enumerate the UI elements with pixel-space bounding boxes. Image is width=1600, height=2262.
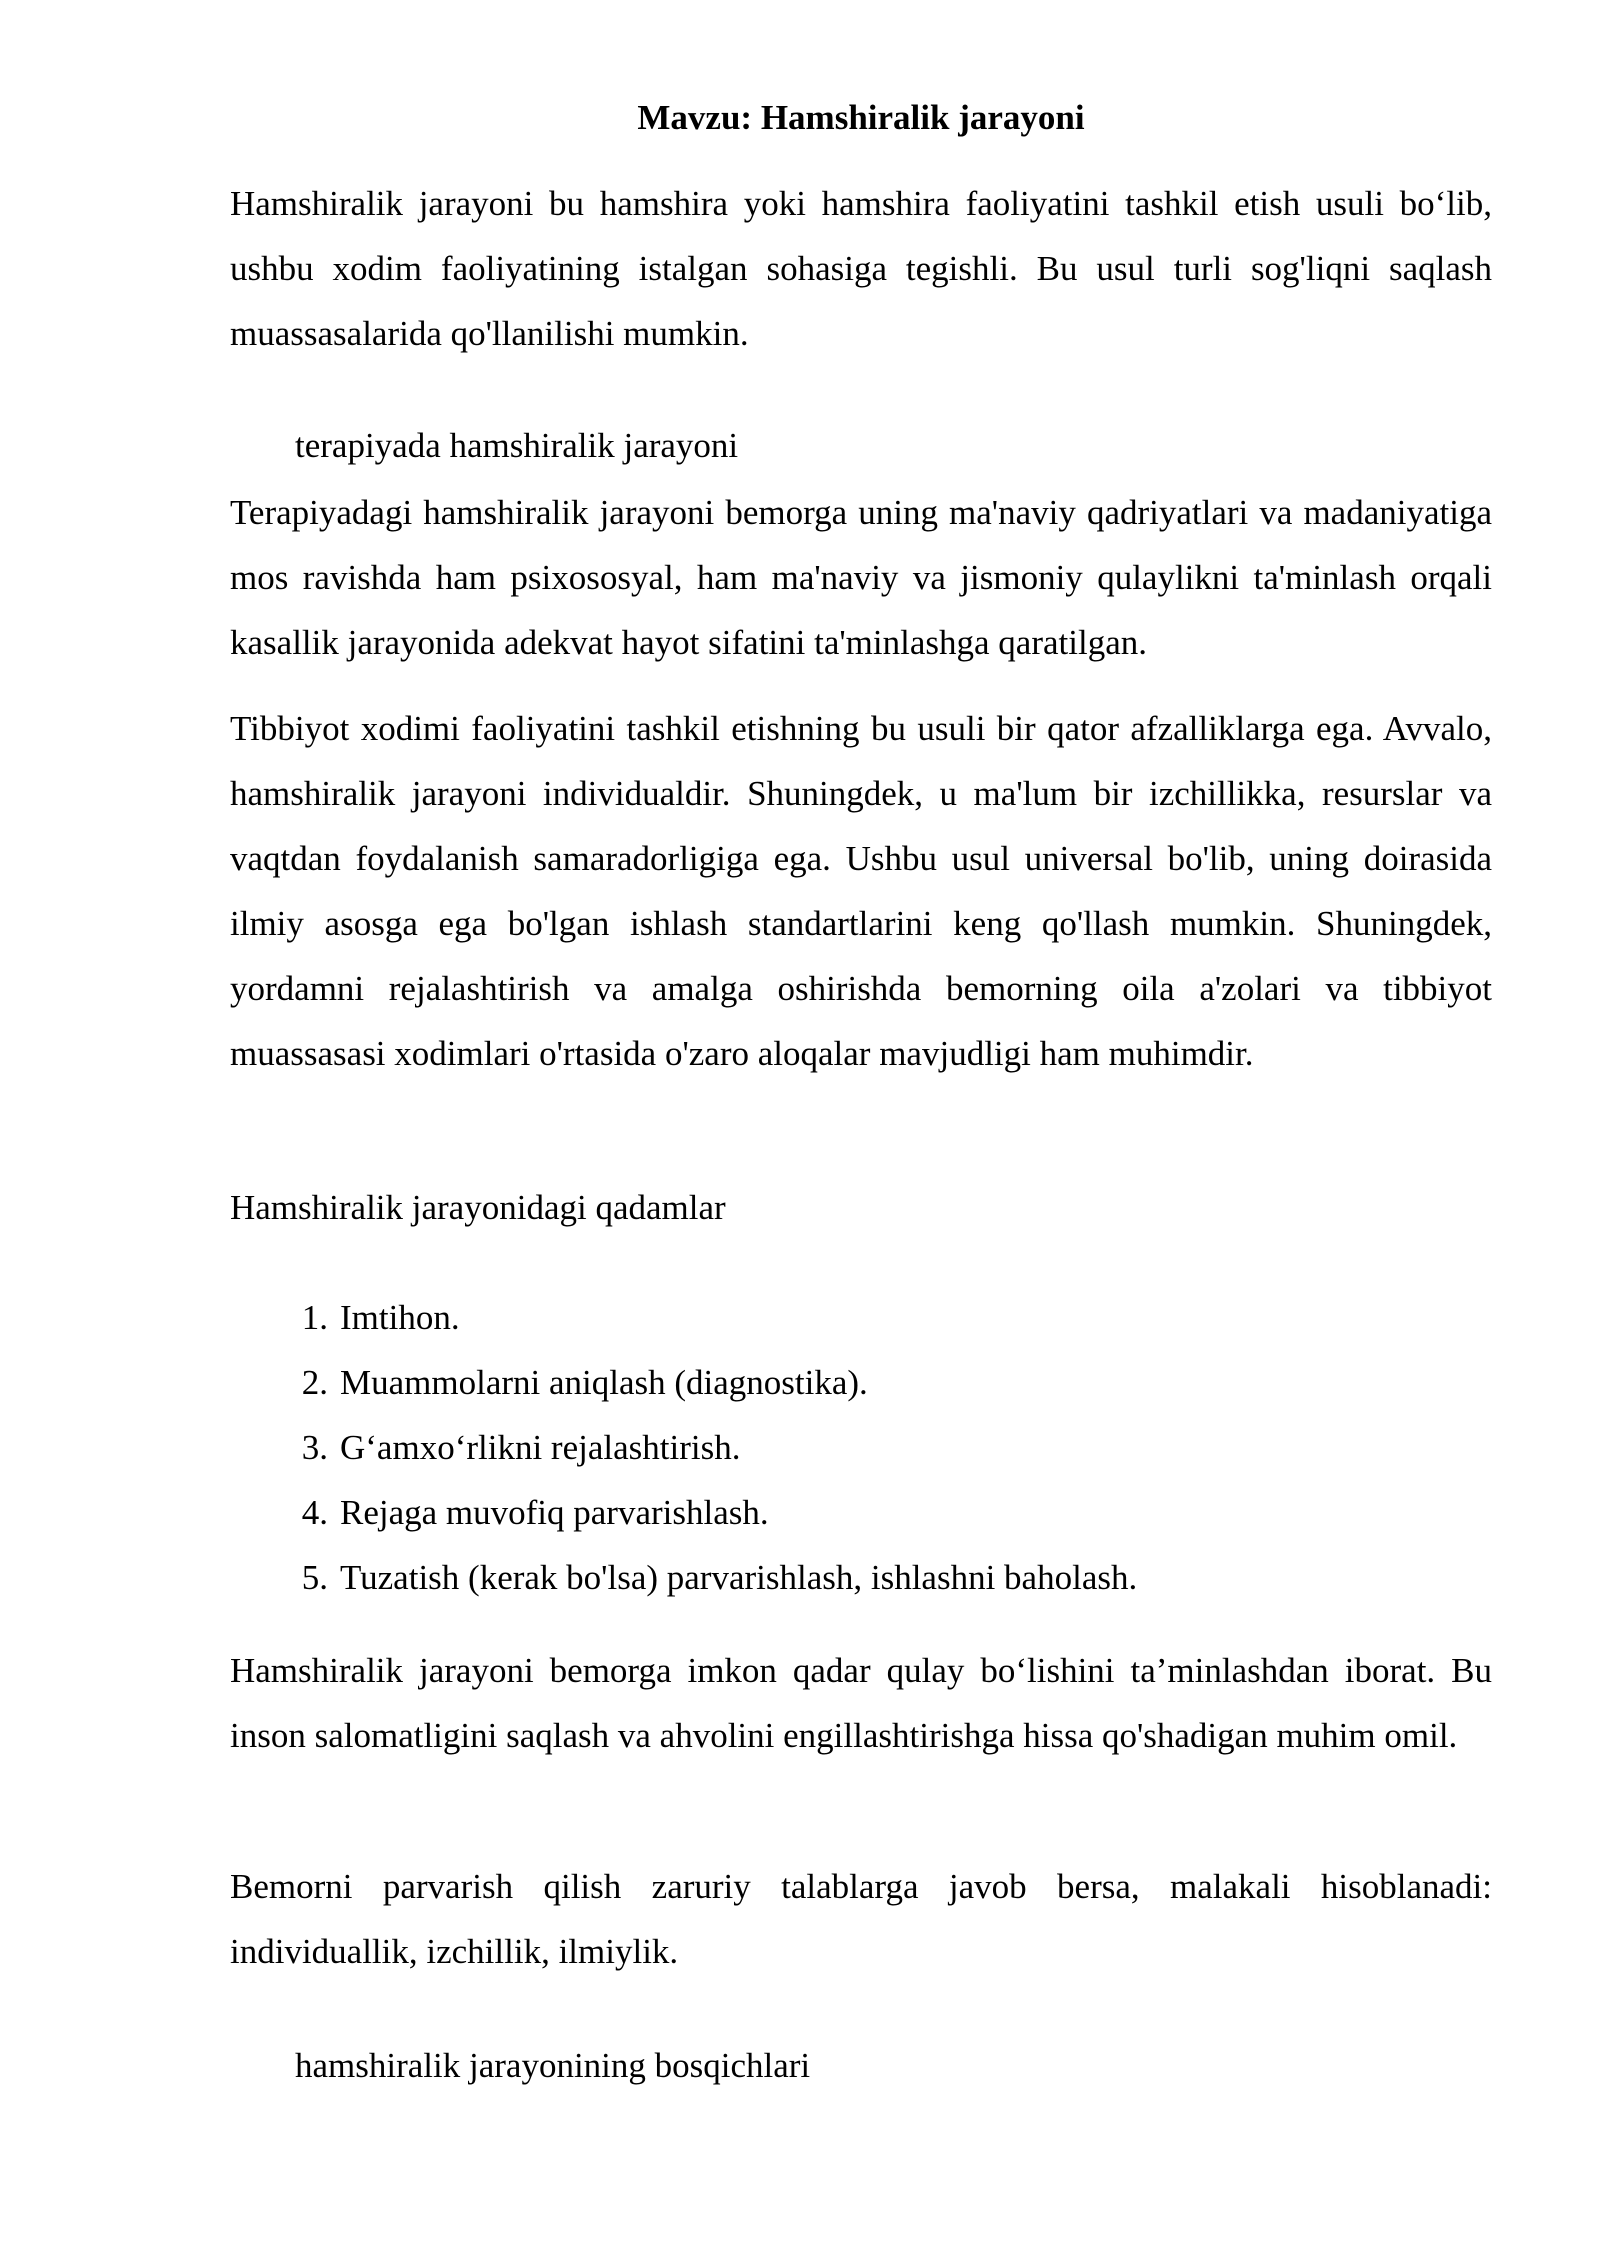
step-text: Tuzatish (kerak bo'lsa) parvarishlash, ishlashni baholash. [340, 1558, 1138, 1597]
comfort-paragraph: Hamshiralik jarayoni bemorga imkon qadar qulay bo‘lishini ta’minlashdan iborat. Bu inson salomatligini saqlash va ahvolini engillashtirishga hissa qo'shadigan muhim omil. [230, 1651, 1492, 1755]
quality-paragraph: Bemorni parvarish qilish zaruriy talablarga javob bersa, malakali hisoblanadi: individuallik, izchillik, ilmiylik. [230, 1867, 1492, 1971]
step-number: 4. [301, 1493, 328, 1532]
steps-heading: Hamshiralik jarayonidagi qadamlar [230, 1188, 726, 1227]
step-text: Rejaga muvofiq parvarishlash. [340, 1493, 769, 1532]
steps-list [230, 1285, 1137, 1610]
step-text: Imtihon. [340, 1298, 460, 1337]
step-number: 3. [301, 1428, 328, 1467]
intro-paragraph: Hamshiralik jarayoni bu hamshira yoki hamshira faoliyatini tashkil etish usuli bo‘lib, ushbu xodim faoliyatining istalgan sohasiga tegishli. Bu usul turli sog'liqni saqlash muassasalarida qo'llanilishi mumkin. [230, 184, 1492, 353]
advantages-paragraph: Tibbiyot xodimi faoliyatini tashkil etishning bu usuli bir qator afzalliklarga ega. Avvalo, hamshiralik jarayoni individualdir. Shuningdek, u ma'lum bir izchillikka, resurslar va vaqtdan foydalanish samaradorligiga ega. Ushbu usul universal bo'lib, uning doirasida ilmiy asosga ega bo'lgan ishlash standartlarini keng qo'llash mumkin. Shuningdek, yordamni rejalashtirish va amalga oshirishda bemorning oila a'zolari va tibbiyot muassasasi xodimlari o'rtasida o'zaro aloqalar mavjudligi ham muhimdir. [230, 709, 1492, 1073]
step-text: Muammolarni aniqlash (diagnostika). [340, 1363, 868, 1402]
list-item [230, 1480, 1137, 1545]
list-item [230, 1415, 1137, 1480]
document-title: Mavzu: Hamshiralik jarayoni [637, 98, 1085, 137]
list-item [230, 1350, 1137, 1415]
step-text: G‘amxo‘rlikni rejalashtirish. [340, 1428, 741, 1467]
list-item [230, 1285, 1137, 1350]
list-item [230, 1545, 1137, 1610]
step-number: 1. [301, 1298, 328, 1337]
subheading-therapy: terapiyada hamshiralik jarayoni [295, 426, 739, 465]
step-number: 2. [301, 1363, 328, 1402]
therapy-paragraph: Terapiyadagi hamshiralik jarayoni bemorga uning ma'naviy qadriyatlari va madaniyatiga mos ravishda ham psixososyal, ham ma'naviy va jismoniy qulaylikni ta'minlash orqali kasallik jarayonida adekvat hayot sifatini ta'minlashga qaratilgan. [230, 493, 1492, 662]
step-number: 5. [301, 1558, 328, 1597]
subheading-stages: hamshiralik jarayonining bosqichlari [295, 2046, 811, 2085]
